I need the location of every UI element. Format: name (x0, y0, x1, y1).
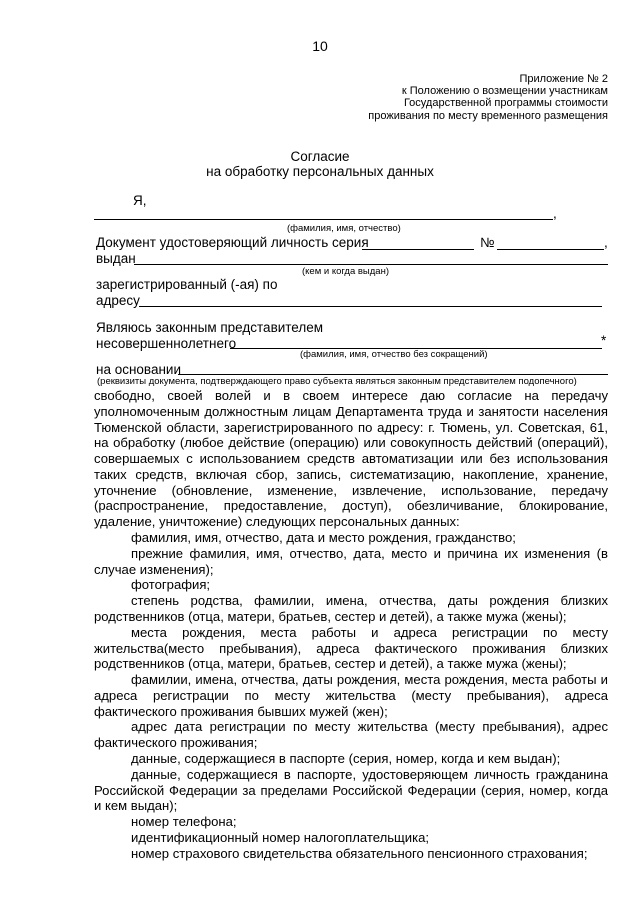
appendix-line-4: проживания по месту временного размещения (368, 109, 608, 122)
basis-field-line (178, 374, 608, 375)
pd-item-8: данные, содержащиеся в паспорте (серия, номер, когда и кем выдан); (131, 750, 561, 766)
doc-series-field-line (362, 249, 474, 250)
document-title (0, 149, 640, 179)
pd-item-5: места рождения, места работы и адреса регистрации по месту жительства(место пребывания), адреса фактического проживания близких родственников (отца, матери, братьев, сестер и детей), а также мужа (жены); (94, 624, 608, 672)
pd-item-6: фамилии, имена, отчества, даты рождения, места рождения, места работы и адреса регистрации по месту жительства (месту пребывания), адреса фактического проживания бывших мужей (жен); (94, 672, 608, 719)
ya-label: Я, (133, 193, 147, 208)
pd-item-2: прежние фамилия, имя, отчество, дата, место и причина их изменения (в случае изменения); (94, 545, 608, 577)
pd-item-11: идентификационный номер налогоплательщика; (131, 829, 430, 845)
rep-caption: (фамилия, имя, отчество без сокращений) (300, 349, 488, 360)
issued-field-line (134, 264, 608, 265)
pd-item-3: фотография; (131, 577, 211, 593)
pd-item-1: фамилия, имя, отчество, дата и место рождения, гражданство; (131, 530, 516, 546)
rep-line-2: несовершеннолетнего (96, 336, 237, 351)
fio-field-line (94, 219, 553, 220)
pd-item-10: номер телефона; (131, 814, 237, 830)
basis-caption: (реквизиты документа, подтверждающего право субъекта являться законным представителем подопечного) (97, 376, 577, 387)
consent-body (94, 388, 608, 861)
rep-line-1: Являюсь законным представителем (96, 320, 324, 335)
doc-label: Документ удостоверяющий личность серия (96, 235, 369, 250)
appendix-header (278, 73, 608, 122)
title-line-1: Согласие (290, 149, 350, 164)
consent-paragraph: свободно, своей волей и в своем интересе даю согласие на передачу уполномоченным должностным лицам Департамента труда и занятости населения Тюменской области, зарегистрированного по адресу: г. Тюмень, ул. Советская, 61, на обработку (любое действие (операцию) или совокупность действий (операций), совершаемых с использованием средств автоматизации или без использования таких средств, включая сбор, запись, систематизацию, накопление, хранение, уточнение (обновление, изменение, извлечение, использование, передачу (распространение, предоставление, доступ), обезличивание, блокирование, удаление, уничтожение) следующих персональных данных: (94, 388, 608, 530)
issued-caption: (кем и когда выдан) (302, 266, 389, 277)
title-line-2: на обработку персональных данных (206, 164, 434, 179)
pd-item-9: данные, содержащиеся в паспорте, удостоверяющем личность гражданина Российской Федерации за пределами Российской Федерации (серия, номер, когда и кем выдан); (94, 766, 608, 814)
asterisk: * (601, 333, 607, 348)
doc-comma: , (604, 235, 608, 250)
doc-number-label: № (480, 235, 495, 250)
doc-number-field-line (497, 249, 604, 250)
pd-item-12: номер страхового свидетельства обязательного пенсионного страхования; (131, 845, 588, 861)
pd-item-4: степень родства, фамилии, имена, отчества, даты рождения близких родственников (отца, матери, братьев, сестер и детей), а также мужа (жены); (94, 593, 608, 624)
basis-label: на основании (96, 362, 182, 377)
appendix-line-3: Государственной программы стоимости (403, 97, 608, 110)
page-number: 10 (312, 38, 328, 54)
fio-comma: , (553, 206, 557, 221)
pd-item-7: адрес дата регистрации по месту жительства (месту пребывания), адрес фактического проживания; (94, 719, 608, 751)
fio-caption: (фамилия, имя, отчество) (287, 223, 401, 234)
appendix-line-2: к Положению о возмещении участникам (401, 85, 608, 98)
appendix-line-1: Приложение № 2 (519, 73, 608, 85)
address-label: адресу (96, 293, 140, 308)
registered-label: зарегистрированный (-ая) по (96, 277, 278, 292)
address-field-line (139, 306, 602, 307)
issued-label: выдан (96, 251, 136, 266)
